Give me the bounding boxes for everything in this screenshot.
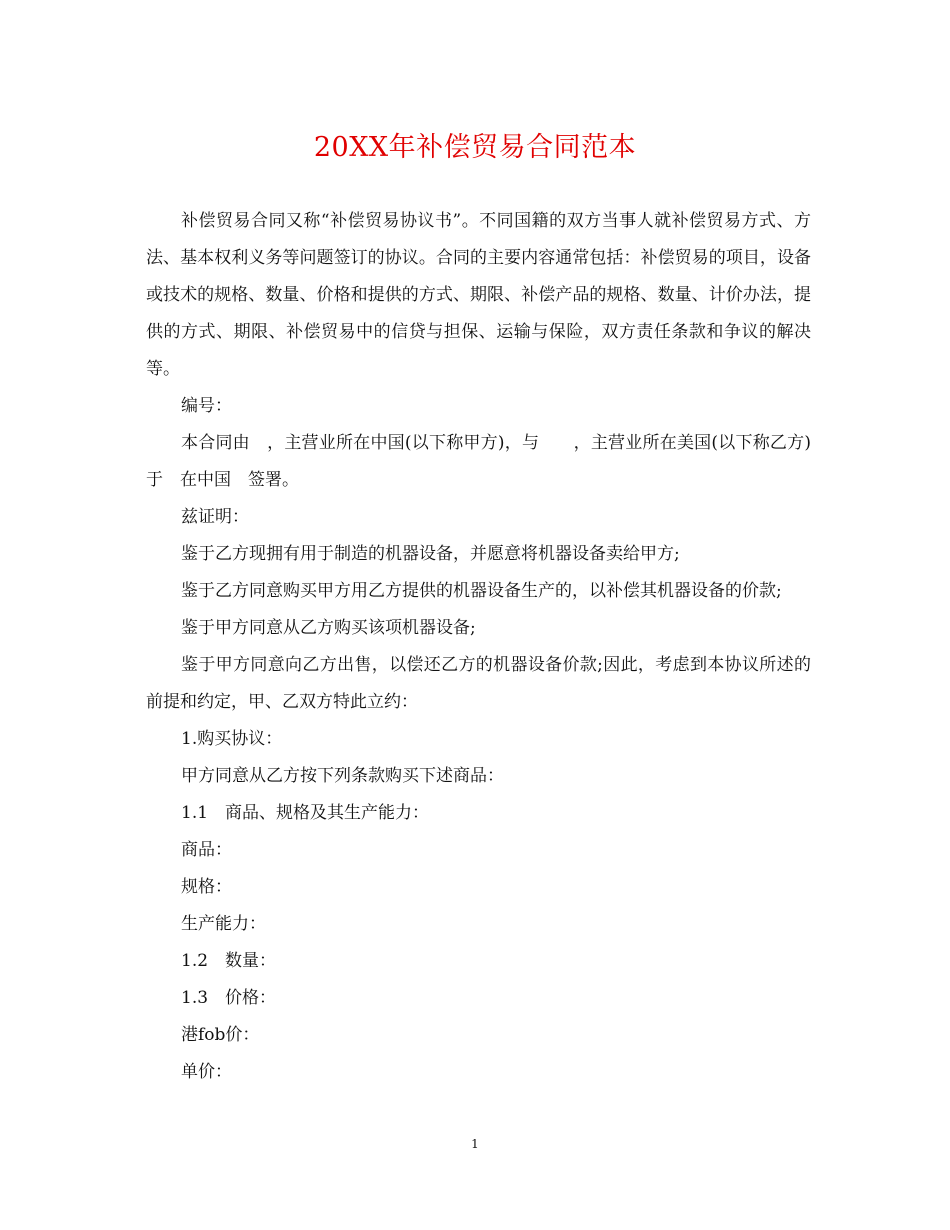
document-title: 20XX年补偿贸易合同范本 bbox=[313, 132, 637, 163]
paragraph-section-1: 1.购买协议： bbox=[181, 729, 283, 749]
paragraph-section-1-2: 1.2 数量： bbox=[181, 951, 277, 971]
paragraph-whereas-2: 鉴于乙方同意购买甲方用乙方提供的机器设备生产的，以补偿其机器设备的价款; bbox=[181, 581, 782, 601]
paragraph-purchase-terms: 甲方同意从乙方按下列条款购买下述商品： bbox=[181, 766, 504, 786]
paragraph-capacity: 生产能力： bbox=[181, 914, 266, 934]
paragraph-parties: 本合同由 ，主营业所在中国(以下称甲方)，与 ，主营业所在美国(以下称乙方)于 在中国 签署。 bbox=[146, 433, 811, 490]
page-number: 1 bbox=[471, 1137, 479, 1151]
paragraph-number: 编号： bbox=[181, 396, 232, 416]
paragraph-witness: 兹证明： bbox=[181, 507, 249, 527]
paragraph-intro: 补偿贸易合同又称“补偿贸易协议书”。不同国籍的双方当事人就补偿贸易方式、方法、基本权利义务等问题签订的协议。合同的主要内容通常包括：补偿贸易的项目，设备或技术的规格、数量、价格和提供的方式、期限、补偿产品的规格、数量、计价办法，提供的方式、期限、补偿贸易中的信贷与担保、运输与保险，双方责任条款和争议的解决等。 bbox=[146, 211, 811, 379]
paragraph-specification: 规格： bbox=[181, 877, 232, 897]
paragraph-whereas-4: 鉴于甲方同意向乙方出售，以偿还乙方的机器设备价款;因此，考虑到本协议所述的前提和约定，甲、乙双方特此立约： bbox=[146, 655, 811, 712]
paragraph-section-1-1: 1.1 商品、规格及其生产能力： bbox=[181, 803, 430, 823]
paragraph-fob-price: 港fob价： bbox=[181, 1025, 260, 1045]
paragraph-unit-price: 单价： bbox=[181, 1062, 232, 1082]
document-body bbox=[146, 203, 811, 1091]
paragraph-commodity: 商品： bbox=[181, 840, 232, 860]
paragraph-whereas-1: 鉴于乙方现拥有用于制造的机器设备，并愿意将机器设备卖给甲方; bbox=[181, 544, 680, 564]
paragraph-whereas-3: 鉴于甲方同意从乙方购买该项机器设备; bbox=[181, 618, 476, 638]
paragraph-section-1-3: 1.3 价格： bbox=[181, 988, 277, 1008]
